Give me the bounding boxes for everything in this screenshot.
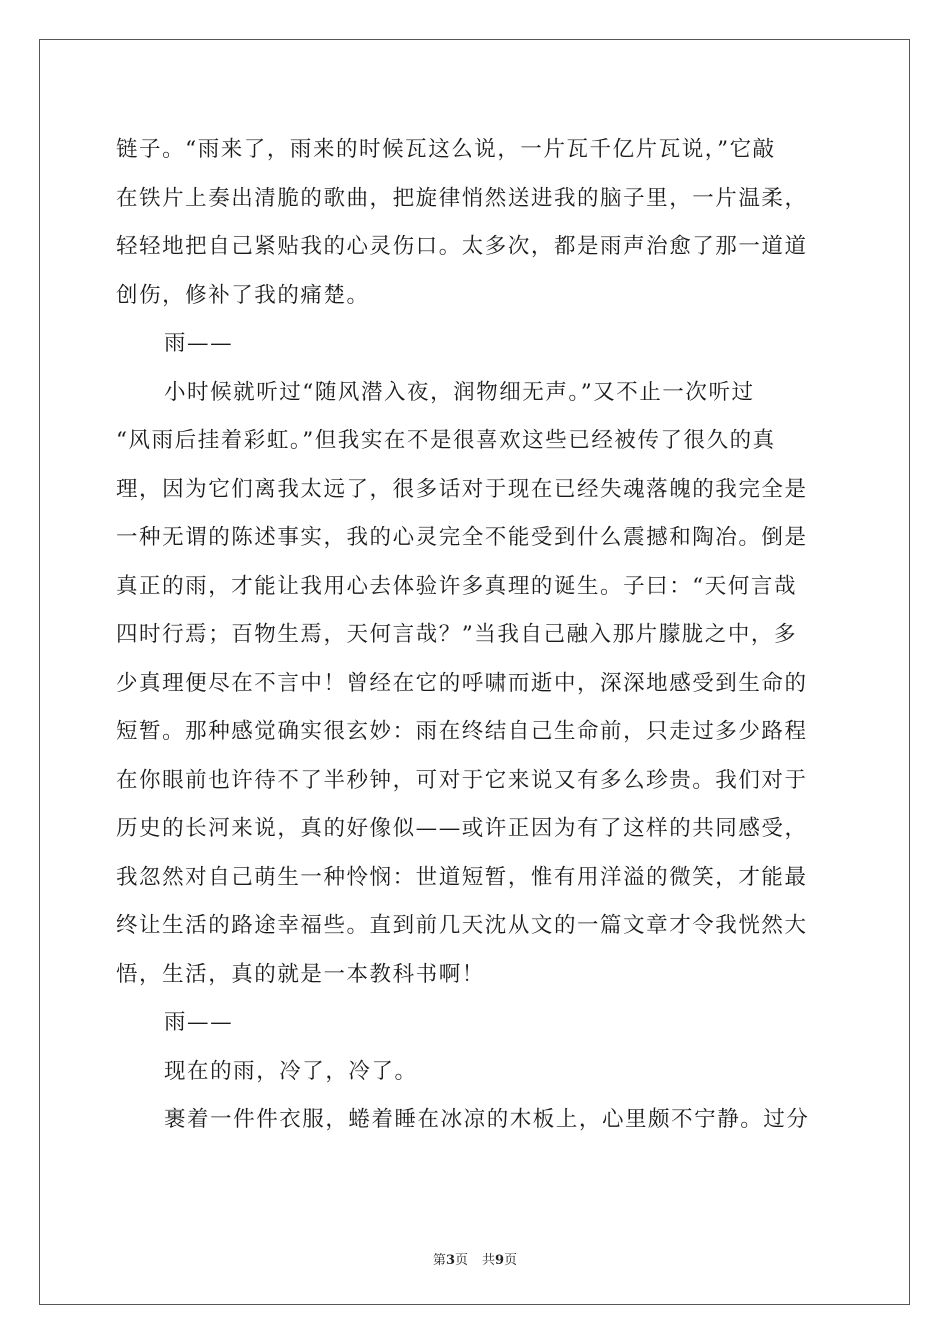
page-footer — [0, 1249, 950, 1268]
text-line: 少真理便尽在不言中！曾经在它的呼啸而逝中，深深地感受到生命的 — [116, 670, 808, 696]
text-line: 四时行焉；百物生焉，天何言哉？”当我自己融入那片朦胧之中，多 — [116, 622, 797, 647]
text-line: 雨—— — [164, 331, 234, 356]
text-line: 一种无谓的陈述事实，我的心灵完全不能受到什么震撼和陶冶。倒是 — [116, 525, 808, 550]
text-line: 链子。“雨来了，雨来的时候瓦这么说，一片瓦千亿片瓦说，”它敲 — [116, 137, 776, 162]
text-line: 雨—— — [164, 1010, 234, 1035]
text-line: 短暂。那种感觉确实很玄妙：雨在终结自己生命前，只走过多少路程 — [116, 719, 808, 744]
footer-total-suffix: 页 — [504, 1253, 518, 1268]
text-line: 轻轻地把自己紧贴我的心灵伤口。太多次，都是雨声治愈了那一道道 — [116, 234, 808, 259]
footer-page-suffix: 页 — [454, 1253, 468, 1268]
text-line: 我忽然对自己萌生一种怜悯：世道短暂，惟有用洋溢的微笑，才能最 — [116, 864, 808, 890]
footer-total-prefix: 共 — [482, 1253, 496, 1268]
text-line: 在你眼前也许待不了半秒钟，可对于它来说又有多么珍贵。我们对于 — [116, 767, 808, 793]
text-line: 终让生活的路途幸福些。直到前几天沈从文的一篇文章才令我恍然大 — [116, 913, 808, 938]
text-line: 历史的长河来说，真的好像似——或许正因为有了这样的共同感受， — [116, 816, 808, 841]
text-line: 现在的雨，冷了，冷了。 — [164, 1058, 418, 1084]
text-line: 创伤，修补了我的痛楚。 — [116, 282, 370, 308]
footer-current-page: 3 — [445, 1253, 455, 1268]
footer-page-prefix: 第 — [432, 1253, 446, 1268]
text-line: 理，因为它们离我太远了，很多话对于现在已经失魂落魄的我完全是 — [116, 476, 808, 502]
text-line: 小时候就听过“随风潜入夜，润物细无声。”又不止一次听过 — [164, 379, 755, 405]
text-line: 真正的雨，才能让我用心去体验许多真理的诞生。子曰：“天何言哉 — [116, 573, 797, 599]
text-line: 裹着一件件衣服，蜷着睡在冰凉的木板上，心里颇不宁静。过分 — [164, 1107, 810, 1132]
text-line: “风雨后挂着彩虹。”但我实在不是很喜欢这些已经被传了很久的真 — [116, 428, 776, 453]
text-line: 在铁片上奏出清脆的歌曲，把旋律悄然送进我的脑子里，一片温柔， — [116, 185, 808, 211]
footer-total-pages: 9 — [495, 1253, 505, 1268]
document-body — [116, 126, 834, 1145]
text-line: 悟，生活，真的就是一本教科书啊！ — [116, 961, 485, 987]
